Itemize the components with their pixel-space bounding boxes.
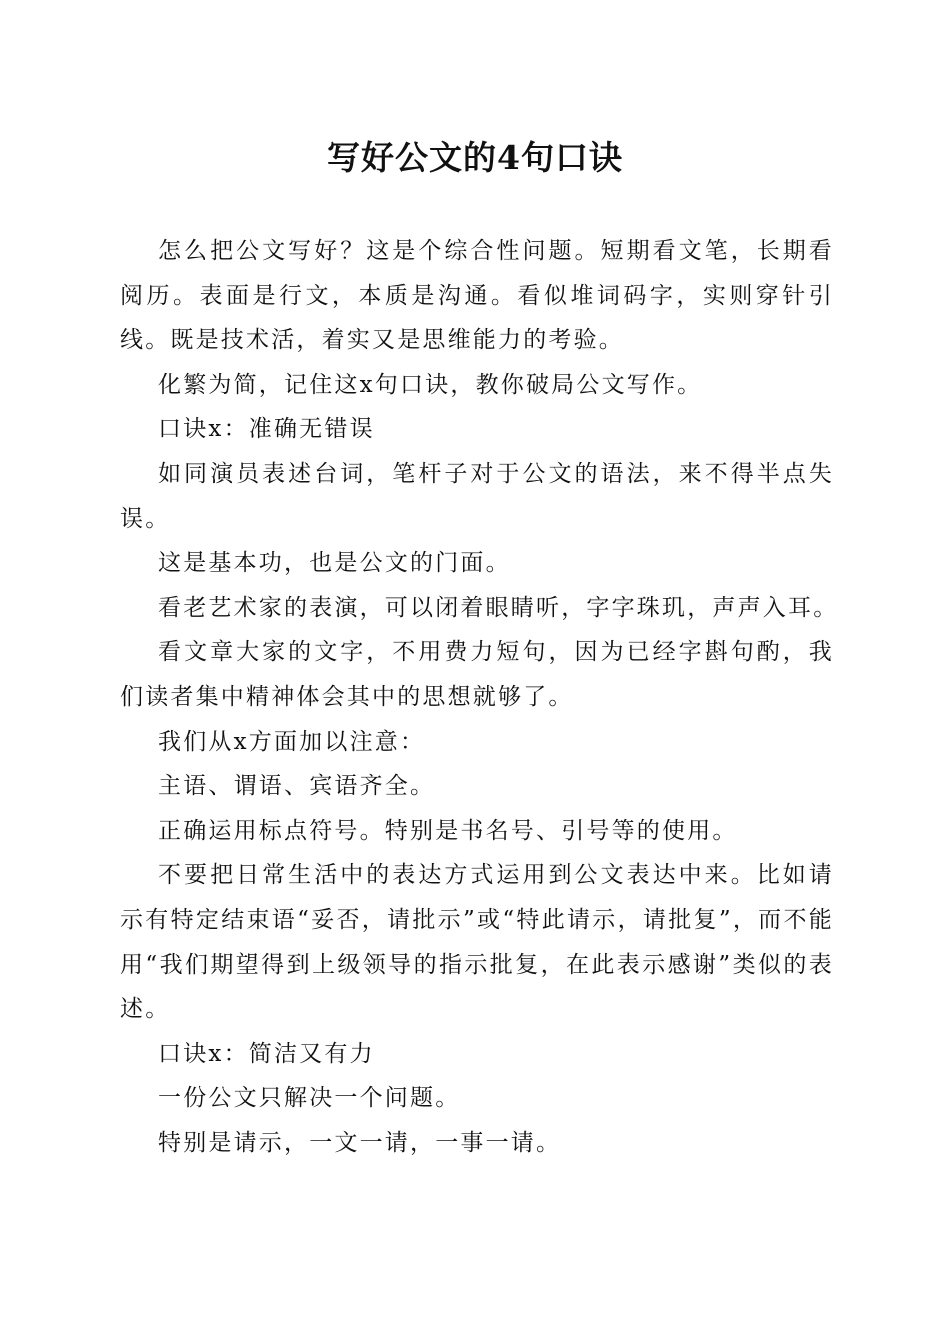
paragraph-actor-analogy: 如同演员表述台词，笔杆子对于公文的语法，来不得半点失误。 [120, 460, 834, 532]
paragraph-grammar: 主语、谓语、宾语齐全。 [158, 773, 436, 800]
heading-rule-concise: 口诀x：简洁又有力 [158, 1040, 375, 1067]
paragraph-masters: 看文章大家的文字，不用费力短句，因为已经字斟句酌，我们读者集中精神体会其中的思想就够了。 [120, 639, 834, 710]
paragraph-aspects: 我们从x方面加以注意： [158, 728, 426, 755]
paragraph-summary: 化繁为简，记住这x句口诀，教你破局公文写作。 [158, 371, 703, 398]
heading-rule-accuracy: 口诀x：准确无错误 [158, 416, 375, 443]
document-body [120, 229, 839, 1165]
document-title: 写好公文的4句口诀 [327, 138, 623, 177]
paragraph-artist: 看老艺术家的表演，可以闭着眼睛听，字字珠玑，声声入耳。 [158, 594, 839, 621]
paragraph-intro: 怎么把公文写好？这是个综合性问题。短期看文笔，长期看阅历。表面是行文，本质是沟通。看似堆词码字，实则穿针引线。既是技术活，着实又是思维能力的考验。 [120, 238, 834, 354]
paragraph-basic-skill: 这是基本功，也是公文的门面。 [158, 550, 511, 577]
paragraph-punctuation: 正确运用标点符号。特别是书名号、引号等的使用。 [158, 817, 738, 844]
paragraph-one-issue: 一份公文只解决一个问题。 [158, 1085, 461, 1112]
paragraph-expression: 不要把日常生活中的表达方式运用到公文表达中来。比如请示有特定结束语“妥否，请批示”或“特此请示，请批复”，而不能用“我们期望得到上级领导的指示批复，在此表示感谢”类似的表述。 [120, 862, 834, 1023]
paragraph-request: 特别是请示，一文一请，一事一请。 [158, 1129, 562, 1156]
